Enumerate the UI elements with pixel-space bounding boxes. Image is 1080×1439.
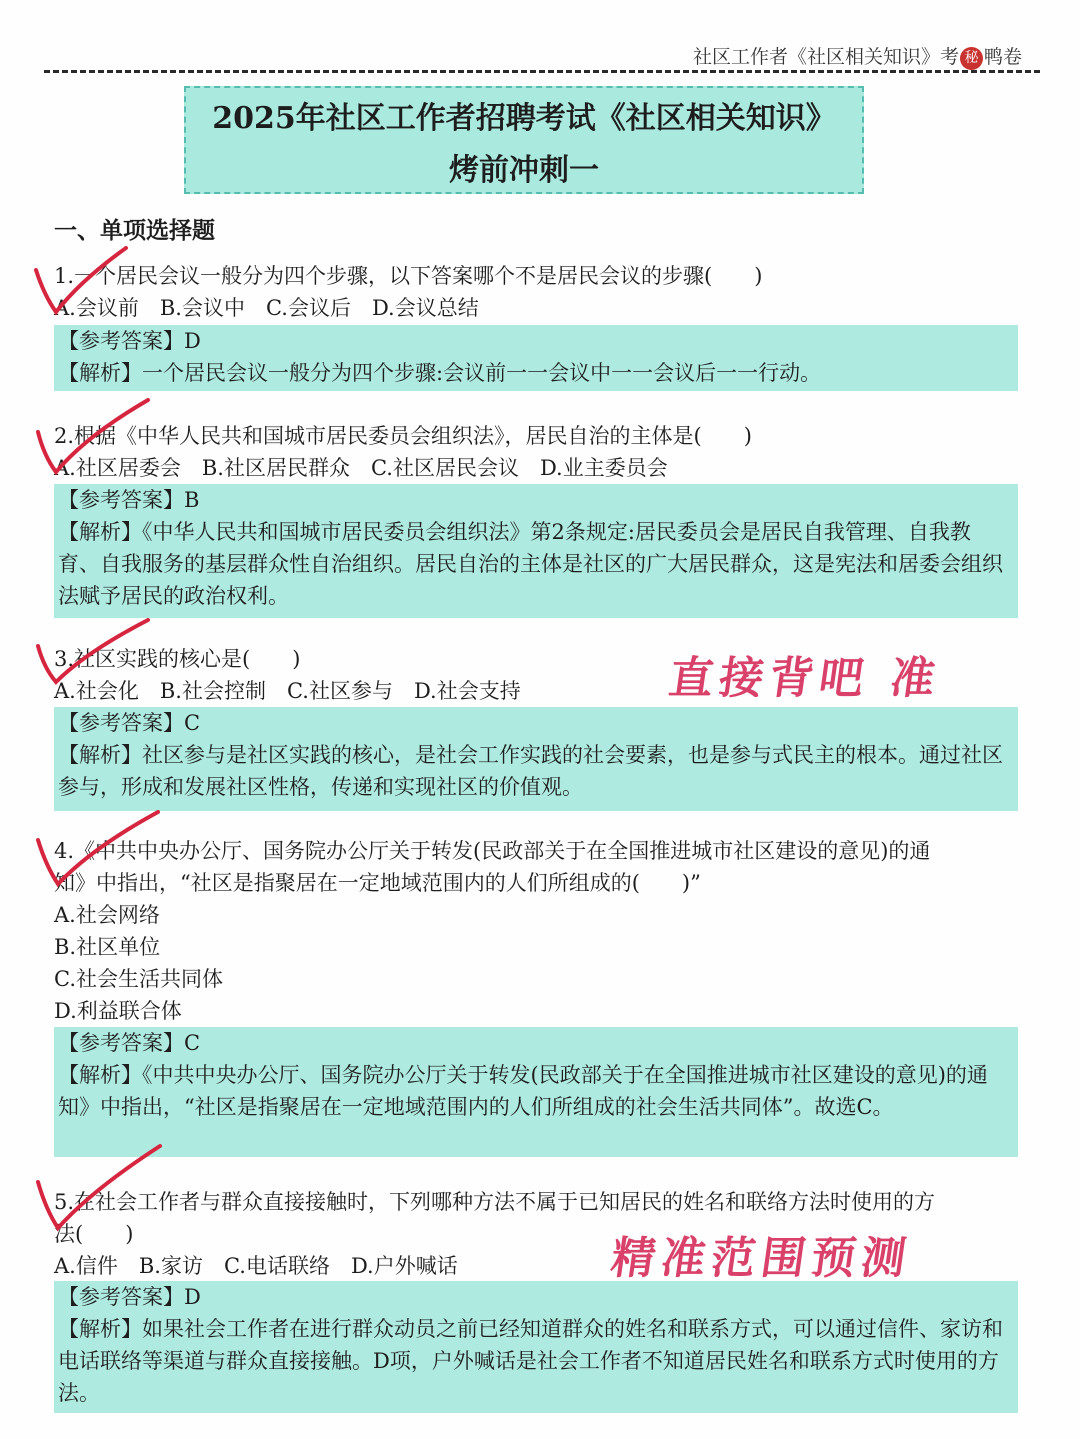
checkmark-icon bbox=[26, 616, 156, 696]
question-options: A.会议前 B.会议中 C.会议后 D.会议总结 bbox=[54, 296, 479, 320]
answer-key: 【参考答案】D bbox=[58, 329, 201, 353]
header-text-end: 鸭卷 bbox=[983, 46, 1022, 68]
answer-analysis: 【解析】《中共中央办公厅、国务院办公厅关于转发(民政部关于在全国推进城市社区建设的意见)的通知》中指出，“社区是指聚居在一定地域范围内的人们所组成的社会生活共同体”。故选C。 bbox=[58, 1063, 988, 1119]
header-divider bbox=[44, 70, 1040, 73]
handwritten-note: 直接背吧 准 bbox=[665, 653, 945, 704]
answer-block-5 bbox=[54, 1281, 1018, 1413]
question-option-a: A.社会网络 bbox=[54, 903, 160, 927]
answer-block-1 bbox=[54, 325, 1018, 391]
answer-key: 【参考答案】C bbox=[58, 1031, 201, 1055]
checkmark-icon bbox=[26, 806, 166, 896]
header-text: 社区工作者《社区相关知识》考 bbox=[692, 46, 959, 68]
question-stem: 3.社区实践的核心是( ) bbox=[54, 647, 301, 671]
answer-analysis: 【解析】《中华人民共和国城市居民委员会组织法》第2条规定:居民委员会是居民自我管理、自我教育、自我服务的基层群众性自治组织。居民自治的主体是社区的广大居民群众，这是宪法和居委会组织法赋予居民的政治权利。 bbox=[58, 520, 1003, 608]
question-options: A.信件 B.家访 C.电话联络 D.户外喊话 bbox=[54, 1254, 458, 1278]
question-stem-line2: 法( ) bbox=[54, 1222, 134, 1246]
question-option-c: C.社会生活共同体 bbox=[54, 967, 223, 991]
question-stem: 1.一个居民会议一般分为四个步骤，以下答案哪个不是居民会议的步骤( ) bbox=[54, 264, 763, 288]
exam-title: 2025年社区工作者招聘考试《社区相关知识》 bbox=[212, 101, 836, 136]
answer-block-2 bbox=[54, 484, 1018, 618]
section-title: 一、单项选择题 bbox=[54, 217, 215, 244]
question-stem-line1: 4.《中共中央办公厅、国务院办公厅关于转发(民政部关于在全国推进城市社区建设的意见)的通 bbox=[54, 839, 931, 863]
question-options: A.社会化 B.社会控制 C.社区参与 D.社会支持 bbox=[54, 679, 521, 703]
checkmark-icon bbox=[26, 1140, 166, 1240]
answer-analysis: 【解析】一个居民会议一般分为四个步骤:会议前一一会议中一一会议后一一行动。 bbox=[58, 361, 822, 385]
title-box bbox=[184, 86, 864, 194]
answer-analysis: 【解析】社区参与是社区实践的核心，是社会工作实践的社会要素，也是参与式民主的根本。通过社区参与，形成和发展社区性格，传递和实现社区的价值观。 bbox=[58, 743, 1003, 799]
answer-key: 【参考答案】C bbox=[58, 711, 201, 735]
question-option-d: D.利益联合体 bbox=[54, 999, 182, 1023]
answer-block-4 bbox=[54, 1027, 1018, 1157]
answer-analysis: 【解析】如果社会工作者在进行群众动员之前已经知道群众的姓名和联系方式，可以通过信件、家访和电话联络等渠道与群众直接接触。D项，户外喊话是社会工作者不知道居民姓名和联系方式时使用的方法。 bbox=[58, 1317, 1003, 1405]
secret-seal-icon: 秘 bbox=[960, 47, 983, 70]
question-1 bbox=[54, 260, 1018, 324]
checkmark-icon bbox=[26, 396, 156, 486]
question-stem-line2: 知》中指出，“社区是指聚居在一定地域范围内的人们所组成的( )” bbox=[54, 871, 701, 895]
handwritten-note: 精准范围预测 bbox=[607, 1233, 915, 1284]
answer-key: 【参考答案】B bbox=[58, 488, 200, 512]
question-4 bbox=[54, 835, 1018, 1027]
question-2 bbox=[54, 420, 1018, 484]
exam-subtitle: 烤前冲刺一 bbox=[449, 153, 599, 188]
question-option-b: B.社区单位 bbox=[54, 935, 161, 959]
page-header bbox=[693, 42, 1022, 70]
answer-block-3 bbox=[54, 707, 1018, 811]
answer-key: 【参考答案】D bbox=[58, 1285, 201, 1309]
question-stem: 2.根据《中华人民共和国城市居民委员会组织法》，居民自治的主体是( ) bbox=[54, 424, 752, 448]
question-stem-line1: 5.在社会工作者与群众直接接触时，下列哪种方法不属于已知居民的姓名和联络方法时使用的方 bbox=[54, 1190, 936, 1214]
checkmark-icon bbox=[26, 240, 136, 330]
question-options: A.社区居委会 B.社区居民群众 C.社区居民会议 D.业主委员会 bbox=[54, 456, 668, 480]
